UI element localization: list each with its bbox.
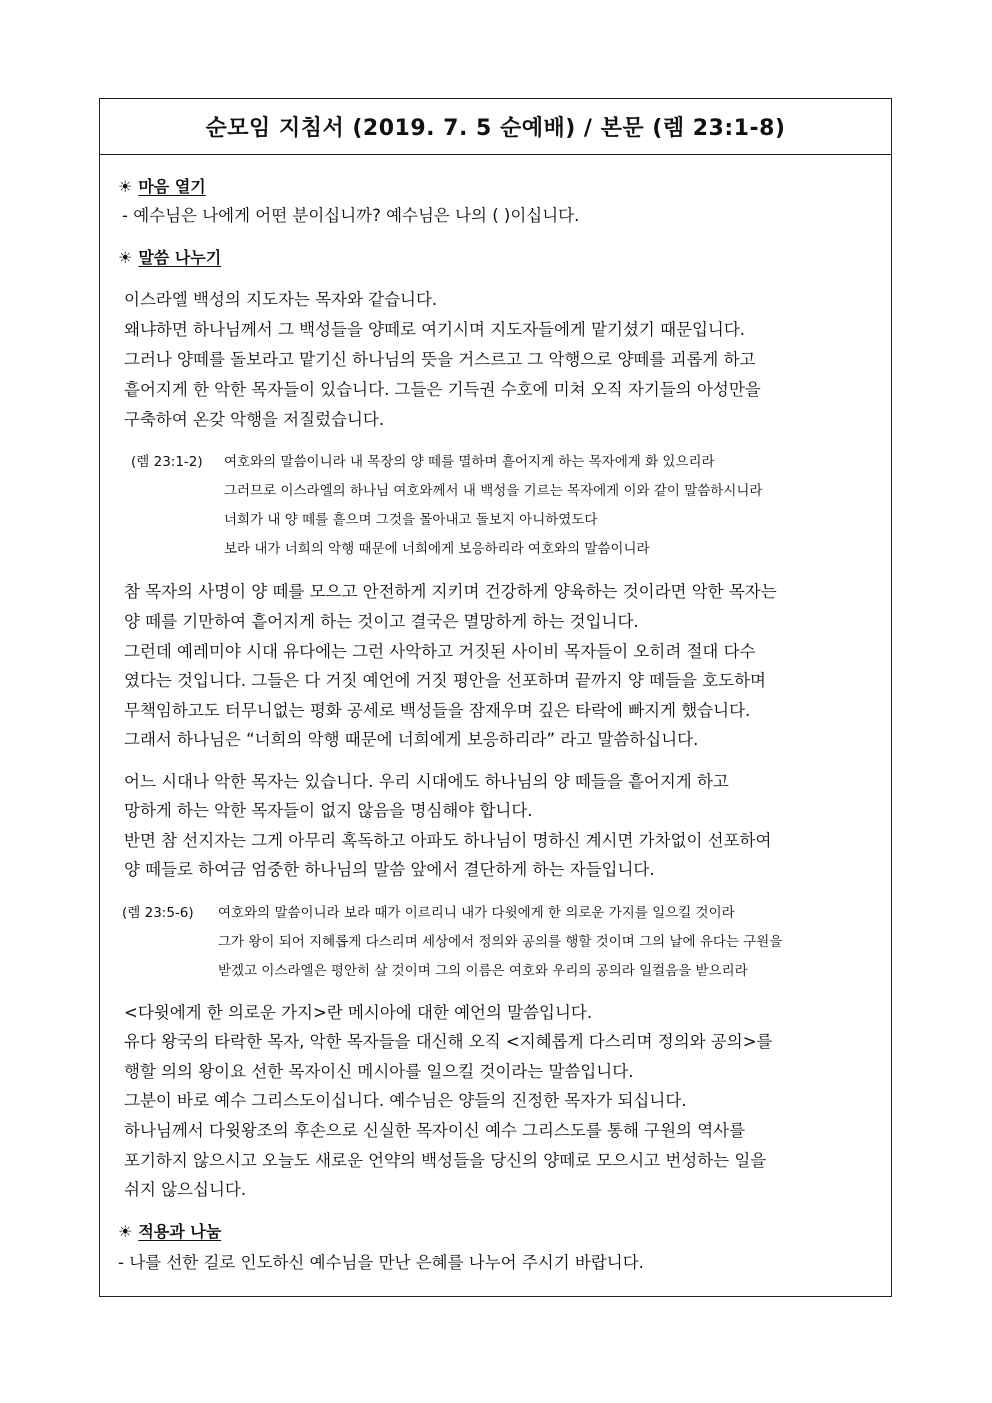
- paragraph-line: 그런데 예레미야 시대 유다에는 그런 사악하고 거짓된 사이비 목자들이 오히려 절대 다수: [124, 642, 756, 661]
- paragraph-line: 어느 시대나 악한 목자는 있습니다. 우리 시대에도 하나님의 양 떼들을 흩어지게 하고: [124, 772, 729, 791]
- paragraph-line: 흩어지게 한 악한 목자들이 있습니다. 그들은 기득권 수호에 미쳐 오직 자기들의 아성만을: [124, 380, 761, 399]
- section-heading-apply: [118, 1221, 221, 1243]
- paragraph-line: 반면 참 선지자는 그게 아무리 혹독하고 아파도 하나님이 명하신 계시면 가차없이 선포하여: [124, 831, 772, 850]
- paragraph-line: 왜냐하면 하나님께서 그 백성들을 양떼로 여기시며 지도자들에게 맡기셨기 때문입니다.: [124, 320, 746, 339]
- document-frame: [99, 98, 892, 1297]
- title-box: [100, 99, 891, 155]
- paragraph-line: 구축하여 온갖 악행을 저질렀습니다.: [124, 410, 385, 429]
- sun-icon: ☀: [118, 1222, 133, 1241]
- section-heading-open-label: 마음 열기: [138, 177, 206, 196]
- verse-line: 보라 내가 너희의 악행 때문에 너희에게 보응하리라 여호와의 말씀이니라: [224, 541, 650, 557]
- verse-line: 그가 왕이 되어 지혜롭게 다스리며 세상에서 정의와 공의를 행할 것이며 그의 날에 유다는 구원을: [218, 934, 783, 950]
- verse-reference: (렘 23:1-2): [131, 454, 203, 470]
- open-question: - 예수님은 나에게 어떤 분이십니까? 예수님은 나의 ( )이십니다.: [122, 206, 580, 225]
- paragraph-line: 하나님께서 다윗왕조의 후손으로 신실한 목자이신 예수 그리스도를 통해 구원의 역사를: [124, 1121, 746, 1140]
- apply-line: - 나를 선한 길로 인도하신 예수님을 만난 은혜를 나누어 주시기 바랍니다.: [118, 1253, 644, 1272]
- verse-line: 여호와의 말씀이니라 보라 때가 이르리니 내가 다윗에게 한 의로운 가지를 일으킬 것이라: [218, 905, 735, 921]
- paragraph-line: 유다 왕국의 타락한 목자, 악한 목자들을 대신해 오직 <지혜롭게 다스리며 정의와 공의>를: [124, 1032, 773, 1051]
- sun-icon: ☀: [118, 177, 133, 196]
- section-heading-apply-label: 적용과 나눔: [138, 1222, 222, 1241]
- verse-line: 너희가 내 양 떼를 흩으며 그것을 몰아내고 돌보지 아니하였도다: [224, 512, 598, 528]
- paragraph-line: 망하게 하는 악한 목자들이 없지 않음을 명심해야 합니다.: [124, 801, 533, 820]
- paragraph-line: 양 떼들로 하여금 엄중한 하나님의 말씀 앞에서 결단하게 하는 자들입니다.: [124, 860, 655, 879]
- verse-line: 받겠고 이스라엘은 평안히 살 것이며 그의 이름은 여호와 우리의 공의라 일컬음을 받으리라: [218, 963, 748, 979]
- paragraph-line: 쉬지 않으십니다.: [124, 1180, 247, 1199]
- verse-line: 여호와의 말씀이니라 내 목장의 양 떼를 멸하며 흩어지게 하는 목자에게 화 있으리라: [224, 454, 715, 470]
- section-heading-open: [118, 176, 206, 198]
- paragraph-line: 양 떼를 기만하여 흩어지게 하는 것이고 결국은 멸망하게 하는 것입니다.: [124, 612, 639, 631]
- paragraph-line: 행할 의의 왕이요 선한 목자이신 메시아를 일으킬 것이라는 말씀입니다.: [124, 1062, 634, 1081]
- verse-reference: (렘 23:5-6): [122, 905, 194, 921]
- paragraph-line: 이스라엘 백성의 지도자는 목자와 같습니다.: [124, 290, 438, 309]
- page-title: 순모임 지침서 (2019. 7. 5 순예배) / 본문 (렘 23:1-8): [205, 116, 786, 141]
- verse-line: 그러므로 이스라엘의 하나님 여호와께서 내 백성을 기르는 목자에게 이와 같이 말씀하시니라: [224, 483, 763, 499]
- paragraph-line: 그분이 바로 예수 그리스도이십니다. 예수님은 양들의 진정한 목자가 되십니다.: [124, 1091, 687, 1110]
- paragraph-line: 참 목자의 사명이 양 떼를 모으고 안전하게 지키며 건강하게 양육하는 것이라면 악한 목자는: [124, 582, 777, 601]
- paragraph-line: <다윗에게 한 의로운 가지>란 메시아에 대한 예언의 말씀입니다.: [124, 1003, 593, 1022]
- sun-icon: ☀: [118, 248, 133, 267]
- paragraph-line: 그래서 하나님은 “너희의 악행 때문에 너희에게 보응하리라” 라고 말씀하십니다.: [124, 730, 699, 749]
- section-heading-share-label: 말씀 나누기: [138, 248, 222, 267]
- paragraph-line: 무책임하고도 터무니없는 평화 공세로 백성들을 잠재우며 깊은 타락에 빠지게 했습니다.: [124, 701, 751, 720]
- section-heading-share: [118, 247, 221, 269]
- paragraph-line: 였다는 것입니다. 그들은 다 거짓 예언에 거짓 평안을 선포하며 끝까지 양 떼들을 호도하며: [124, 671, 766, 690]
- paragraph-line: 포기하지 않으시고 오늘도 새로운 언약의 백성들을 당신의 양떼로 모으시고 번성하는 일을: [124, 1151, 767, 1170]
- paragraph-line: 그러나 양떼를 돌보라고 맡기신 하나님의 뜻을 거스르고 그 악행으로 양떼를 괴롭게 하고: [124, 350, 756, 369]
